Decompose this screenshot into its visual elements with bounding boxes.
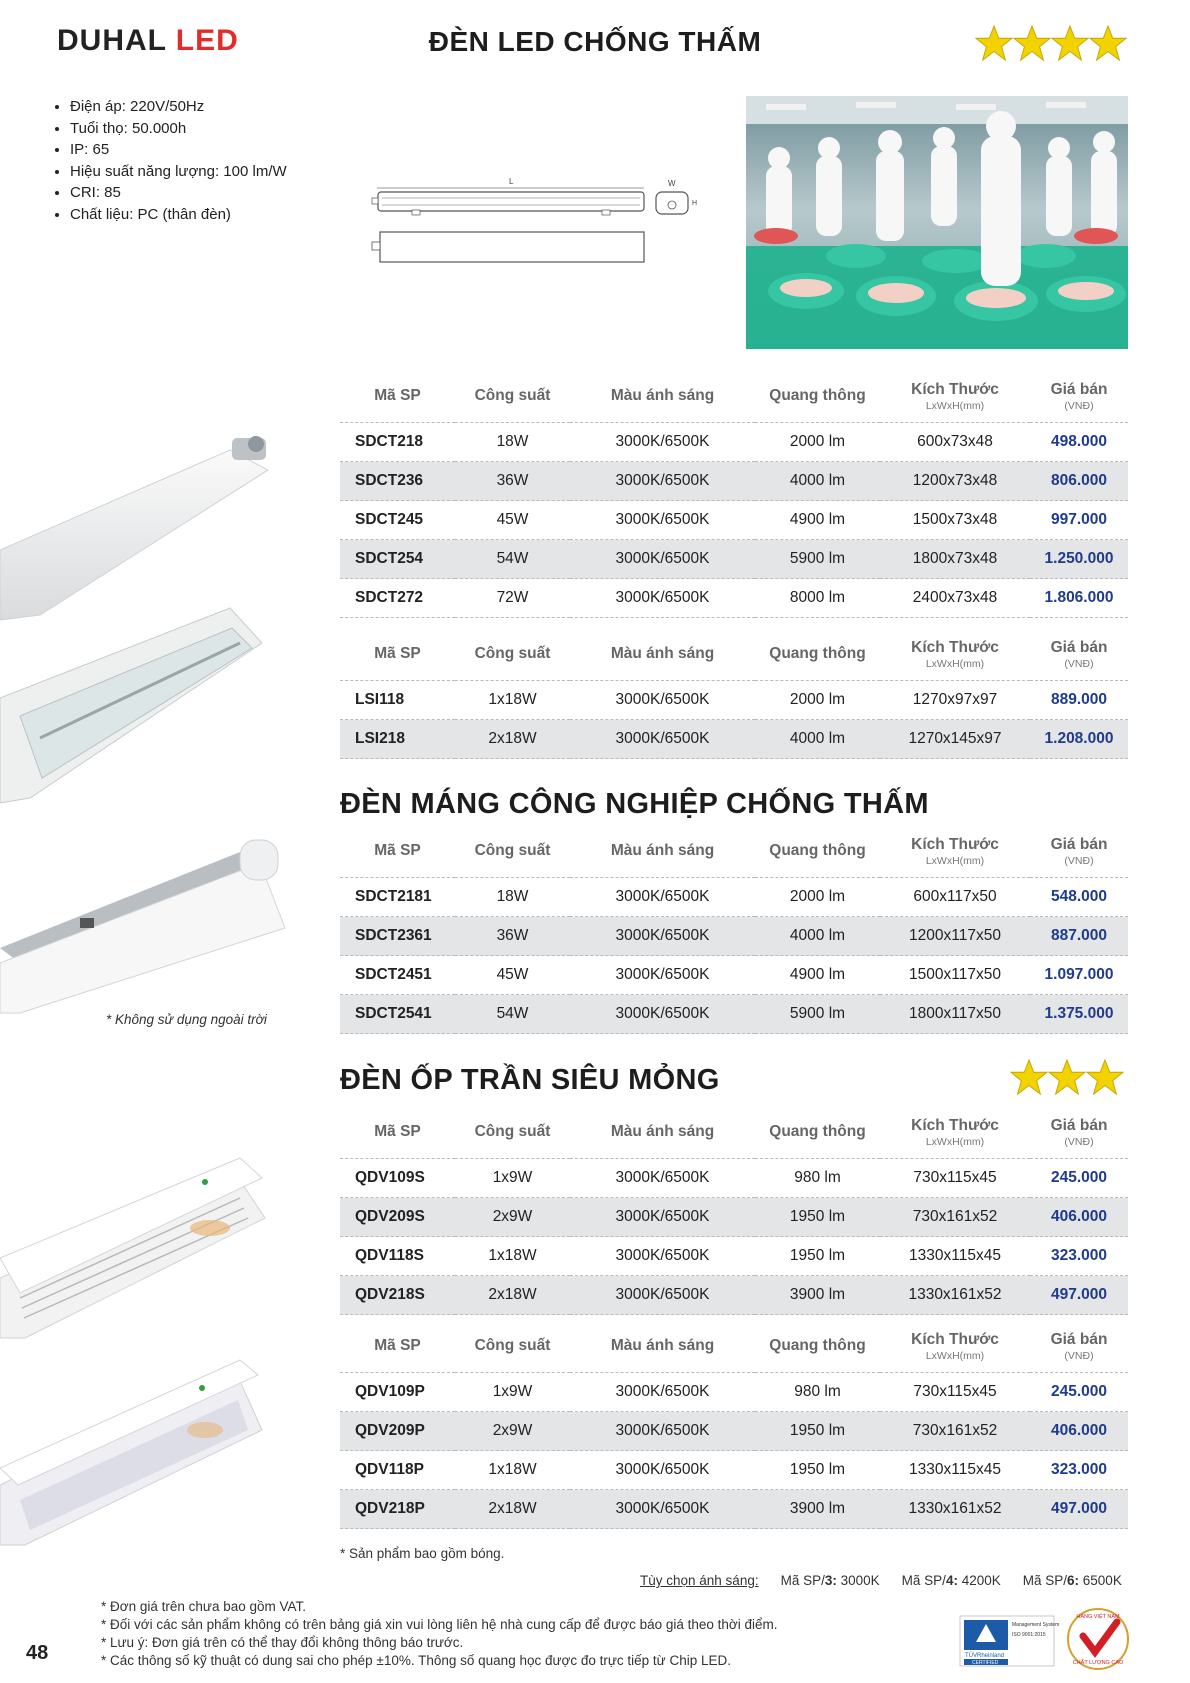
cell-code: SDCT2181: [340, 878, 455, 917]
cell-code: SDCT218: [340, 423, 455, 462]
cell-code: QDV118P: [340, 1451, 455, 1490]
cell-price: 806.000: [1030, 462, 1128, 501]
header-color: Màu ánh sáng: [570, 628, 755, 681]
cell-price: 1.806.000: [1030, 579, 1128, 618]
star-icon: [1010, 1058, 1048, 1096]
header-flux: Quang thông: [755, 1106, 880, 1159]
cell-power: 36W: [455, 462, 570, 501]
cell-color: 3000K/6500K: [570, 1237, 755, 1276]
cell-flux: 3900 lm: [755, 1490, 880, 1529]
table-row: [340, 917, 1128, 956]
header-color: Màu ánh sáng: [570, 1106, 755, 1159]
cell-color: 3000K/6500K: [570, 681, 755, 720]
table-lsi: [340, 628, 1128, 759]
cell-flux: 980 lm: [755, 1373, 880, 1412]
cell-size: 1200x73x48: [880, 462, 1030, 501]
table-row: [340, 720, 1128, 759]
table-row: [340, 1451, 1128, 1490]
cell-power: 1x18W: [455, 681, 570, 720]
cell-price: 245.000: [1030, 1373, 1128, 1412]
light-option-4200k: Mã SP/4: 4200K: [901, 1573, 1001, 1588]
header-flux: Quang thông: [755, 628, 880, 681]
spec-item: • IP: 65: [70, 139, 287, 161]
cell-code: SDCT236: [340, 462, 455, 501]
tuv-certification-logo: [960, 1616, 1060, 1666]
svg-text:HÀNG VIỆT NAM: HÀNG VIỆT NAM: [1076, 1614, 1120, 1620]
header-size: Kích Thước LxWxH(mm): [880, 1320, 1030, 1373]
table-row: [340, 423, 1128, 462]
star-icon: [1051, 24, 1089, 62]
table-row: [340, 1490, 1128, 1529]
page-title: ĐÈN LED CHỐNG THẤM: [428, 26, 762, 57]
table-row: [340, 681, 1128, 720]
header-size: Kích Thước LxWxH(mm): [880, 370, 1030, 423]
svg-text:CHẤT LƯỢNG CAO: CHẤT LƯỢNG CAO: [1072, 1660, 1124, 1666]
footnotes: [101, 1598, 778, 1670]
footnote-line: * Các thông số kỹ thuật có dung sai cho phép ±10%. Thông số quang học được đo trực tiếp từ Chip LED.: [101, 1653, 731, 1668]
length-label: L: [509, 177, 514, 186]
cell-size: 1500x73x48: [880, 501, 1030, 540]
note-bulb: * Sản phẩm bao gồm bóng.: [340, 1546, 505, 1561]
cell-power: 36W: [455, 917, 570, 956]
spec-item: • Hiệu suất năng lượng: 100 lm/W: [70, 161, 287, 183]
table-row: [340, 1373, 1128, 1412]
header-color: Màu ánh sáng: [570, 370, 755, 423]
footnote-line: * Lưu ý: Đơn giá trên có thể thay đổi không thông báo trước.: [101, 1635, 464, 1650]
spec-item: • CRI: 85: [70, 182, 287, 204]
cell-code: LSI118: [340, 681, 455, 720]
cell-code: SDCT2451: [340, 956, 455, 995]
header-code: Mã SP: [340, 1106, 455, 1159]
section-title-ceiling: ĐÈN ỐP TRẦN SIÊU MỎNG: [340, 1064, 720, 1096]
table-row: [340, 995, 1128, 1034]
cell-color: 3000K/6500K: [570, 501, 755, 540]
cell-code: QDV218P: [340, 1490, 455, 1529]
brand-name: DUHAL: [57, 24, 167, 57]
light-options-label: Tùy chọn ánh sáng:: [640, 1573, 759, 1588]
note-outdoor: * Không sử dụng ngoài trời: [106, 1012, 267, 1027]
cell-flux: 8000 lm: [755, 579, 880, 618]
table-row: [340, 1159, 1128, 1198]
cell-color: 3000K/6500K: [570, 1451, 755, 1490]
cell-flux: 980 lm: [755, 1159, 880, 1198]
header-code: Mã SP: [340, 825, 455, 878]
table-row: [340, 1412, 1128, 1451]
cell-color: 3000K/6500K: [570, 423, 755, 462]
cell-flux: 1950 lm: [755, 1412, 880, 1451]
header-flux: Quang thông: [755, 1320, 880, 1373]
header-size: Kích Thước LxWxH(mm): [880, 628, 1030, 681]
cell-flux: 4900 lm: [755, 956, 880, 995]
cell-power: 45W: [455, 956, 570, 995]
table-row: [340, 1276, 1128, 1315]
footnote-line: * Đối với các sản phẩm không có trên bảng giá xin vui lòng liên hệ nhà cung cấp để được báo giá theo thời điểm.: [101, 1617, 778, 1632]
star-icon: [1048, 1058, 1086, 1096]
cell-flux: 2000 lm: [755, 681, 880, 720]
cell-code: LSI218: [340, 720, 455, 759]
cell-power: 54W: [455, 540, 570, 579]
cell-flux: 4000 lm: [755, 917, 880, 956]
spec-item: • Tuổi thọ: 50.000h: [70, 118, 287, 140]
cell-power: 1x18W: [455, 1237, 570, 1276]
cell-size: 730x161x52: [880, 1412, 1030, 1451]
cell-power: 2x9W: [455, 1412, 570, 1451]
cell-power: 72W: [455, 579, 570, 618]
header-power: Công suất: [455, 1320, 570, 1373]
cell-size: 1800x117x50: [880, 995, 1030, 1034]
header-price: Giá bán (VNĐ): [1030, 628, 1128, 681]
cell-size: 1330x115x45: [880, 1451, 1030, 1490]
cell-color: 3000K/6500K: [570, 878, 755, 917]
cell-code: QDV218S: [340, 1276, 455, 1315]
spec-item: • Chất liệu: PC (thân đèn): [70, 204, 287, 226]
cell-power: 18W: [455, 423, 570, 462]
table-row: [340, 1198, 1128, 1237]
cell-color: 3000K/6500K: [570, 1276, 755, 1315]
cell-size: 1800x73x48: [880, 540, 1030, 579]
cell-power: 2x9W: [455, 1198, 570, 1237]
spec-item: • Điện áp: 220V/50Hz: [70, 96, 287, 118]
table-header-row: [340, 628, 1128, 681]
cell-flux: 3900 lm: [755, 1276, 880, 1315]
header-flux: Quang thông: [755, 825, 880, 878]
cell-color: 3000K/6500K: [570, 1412, 755, 1451]
cell-power: 54W: [455, 995, 570, 1034]
cell-code: SDCT245: [340, 501, 455, 540]
cell-flux: 1950 lm: [755, 1451, 880, 1490]
cell-flux: 4000 lm: [755, 720, 880, 759]
cell-power: 45W: [455, 501, 570, 540]
header-power: Công suất: [455, 628, 570, 681]
cell-code: SDCT272: [340, 579, 455, 618]
cell-power: 1x18W: [455, 1451, 570, 1490]
header-price: Giá bán (VNĐ): [1030, 1106, 1128, 1159]
header-power: Công suất: [455, 1106, 570, 1159]
cell-color: 3000K/6500K: [570, 579, 755, 618]
cell-size: 1330x115x45: [880, 1237, 1030, 1276]
cell-code: QDV209P: [340, 1412, 455, 1451]
spec-list: [52, 96, 287, 225]
cell-size: 2400x73x48: [880, 579, 1030, 618]
cell-price: 497.000: [1030, 1276, 1128, 1315]
footnote-line: * Đơn giá trên chưa bao gồm VAT.: [101, 1599, 306, 1614]
table-header-row: [340, 1106, 1128, 1159]
header-code: Mã SP: [340, 628, 455, 681]
cell-size: 1270x145x97: [880, 720, 1030, 759]
cell-code: SDCT254: [340, 540, 455, 579]
header-price: Giá bán (VNĐ): [1030, 370, 1128, 423]
star-icon: [1086, 1058, 1124, 1096]
header-power: Công suất: [455, 370, 570, 423]
header-flux: Quang thông: [755, 370, 880, 423]
header-code: Mã SP: [340, 370, 455, 423]
cell-price: 889.000: [1030, 681, 1128, 720]
cell-price: 406.000: [1030, 1412, 1128, 1451]
cell-price: 245.000: [1030, 1159, 1128, 1198]
cell-power: 1x9W: [455, 1373, 570, 1412]
height-label: H: [692, 200, 698, 207]
cell-price: 1.097.000: [1030, 956, 1128, 995]
table-qdv-s: [340, 1106, 1128, 1315]
cell-price: 1.208.000: [1030, 720, 1128, 759]
cell-color: 3000K/6500K: [570, 462, 755, 501]
cell-flux: 2000 lm: [755, 878, 880, 917]
header-code: Mã SP: [340, 1320, 455, 1373]
header-color: Màu ánh sáng: [570, 825, 755, 878]
table-header-row: [340, 825, 1128, 878]
cell-price: 406.000: [1030, 1198, 1128, 1237]
cell-power: 18W: [455, 878, 570, 917]
header-size: Kích Thước LxWxH(mm): [880, 825, 1030, 878]
cell-price: 997.000: [1030, 501, 1128, 540]
brand-logo: [57, 24, 239, 58]
table-row: [340, 540, 1128, 579]
width-label: W: [668, 179, 676, 188]
cell-color: 3000K/6500K: [570, 995, 755, 1034]
lamp-lsi-image: [0, 598, 270, 808]
cell-flux: 5900 lm: [755, 995, 880, 1034]
cell-power: 2x18W: [455, 1490, 570, 1529]
cell-size: 1330x161x52: [880, 1490, 1030, 1529]
header-price: Giá bán (VNĐ): [1030, 825, 1128, 878]
lamp-qdv-s-image: [0, 1118, 295, 1338]
page-number: 48: [26, 1642, 49, 1664]
star-icon: [975, 24, 1013, 62]
header-power: Công suất: [455, 825, 570, 878]
dimension-diagram: [372, 172, 717, 272]
table-industrial: [340, 825, 1128, 1034]
cell-color: 3000K/6500K: [570, 1490, 755, 1529]
cell-size: 1330x161x52: [880, 1276, 1030, 1315]
cell-color: 3000K/6500K: [570, 720, 755, 759]
star-icon: [1013, 24, 1051, 62]
cell-flux: 4900 lm: [755, 501, 880, 540]
cell-price: 323.000: [1030, 1451, 1128, 1490]
cell-size: 1270x97x97: [880, 681, 1030, 720]
hang-viet-nam-chat-luong-cao-badge: [1065, 1606, 1131, 1672]
cell-code: QDV209S: [340, 1198, 455, 1237]
svg-text:Management System: Management System: [1012, 1622, 1060, 1628]
cell-price: 1.250.000: [1030, 540, 1128, 579]
table-row: [340, 878, 1128, 917]
star-icon: [1089, 24, 1127, 62]
rating-4-stars: [975, 24, 1127, 62]
table-row: [340, 1237, 1128, 1276]
cell-power: 2x18W: [455, 1276, 570, 1315]
cell-flux: 1950 lm: [755, 1198, 880, 1237]
header-price: Giá bán (VNĐ): [1030, 1320, 1128, 1373]
cell-code: SDCT2361: [340, 917, 455, 956]
cell-color: 3000K/6500K: [570, 917, 755, 956]
cell-code: QDV109P: [340, 1373, 455, 1412]
cell-flux: 1950 lm: [755, 1237, 880, 1276]
factory-photo: [746, 96, 1128, 349]
cell-color: 3000K/6500K: [570, 956, 755, 995]
light-options: [640, 1573, 1122, 1588]
table-row: [340, 501, 1128, 540]
cell-price: 887.000: [1030, 917, 1128, 956]
table-header-row: [340, 1320, 1128, 1373]
table-row: [340, 579, 1128, 618]
cell-price: 323.000: [1030, 1237, 1128, 1276]
cell-size: 1500x117x50: [880, 956, 1030, 995]
lamp-qdv-p-image: [0, 1360, 295, 1545]
svg-text:CERTIFIED: CERTIFIED: [972, 1660, 999, 1666]
lamp-industrial-image: [0, 838, 300, 1018]
table-row: [340, 956, 1128, 995]
table-qdv-p: [340, 1320, 1128, 1529]
section-title-industrial: ĐÈN MÁNG CÔNG NGHIỆP CHỐNG THẤM: [340, 788, 929, 820]
light-option-3000k: Mã SP/3: 3000K: [780, 1573, 880, 1588]
cell-price: 498.000: [1030, 423, 1128, 462]
brand-accent: LED: [175, 24, 239, 57]
cell-code: SDCT2541: [340, 995, 455, 1034]
cell-code: QDV118S: [340, 1237, 455, 1276]
cell-price: 1.375.000: [1030, 995, 1128, 1034]
cell-price: 548.000: [1030, 878, 1128, 917]
table-header-row: [340, 370, 1128, 423]
cell-color: 3000K/6500K: [570, 540, 755, 579]
lamp-sdct-image: [0, 430, 300, 620]
svg-text:ISO 9001:2015: ISO 9001:2015: [1012, 1632, 1046, 1638]
cell-size: 600x73x48: [880, 423, 1030, 462]
cell-price: 497.000: [1030, 1490, 1128, 1529]
light-option-6500k: Mã SP/6: 6500K: [1022, 1573, 1122, 1588]
header-color: Màu ánh sáng: [570, 1320, 755, 1373]
cell-size: 600x117x50: [880, 878, 1030, 917]
header-size: Kích Thước LxWxH(mm): [880, 1106, 1030, 1159]
cell-power: 2x18W: [455, 720, 570, 759]
cell-power: 1x9W: [455, 1159, 570, 1198]
cell-size: 730x161x52: [880, 1198, 1030, 1237]
cell-color: 3000K/6500K: [570, 1373, 755, 1412]
table-row: [340, 462, 1128, 501]
cell-code: QDV109S: [340, 1159, 455, 1198]
cell-flux: 5900 lm: [755, 540, 880, 579]
cell-size: 730x115x45: [880, 1373, 1030, 1412]
cell-flux: 2000 lm: [755, 423, 880, 462]
cell-size: 1200x117x50: [880, 917, 1030, 956]
rating-3-stars: [1010, 1058, 1124, 1096]
cell-color: 3000K/6500K: [570, 1198, 755, 1237]
svg-text:TÜVRheinland: TÜVRheinland: [965, 1653, 1005, 1659]
table-sdct: [340, 370, 1128, 618]
cell-size: 730x115x45: [880, 1159, 1030, 1198]
cell-flux: 4000 lm: [755, 462, 880, 501]
cell-color: 3000K/6500K: [570, 1159, 755, 1198]
